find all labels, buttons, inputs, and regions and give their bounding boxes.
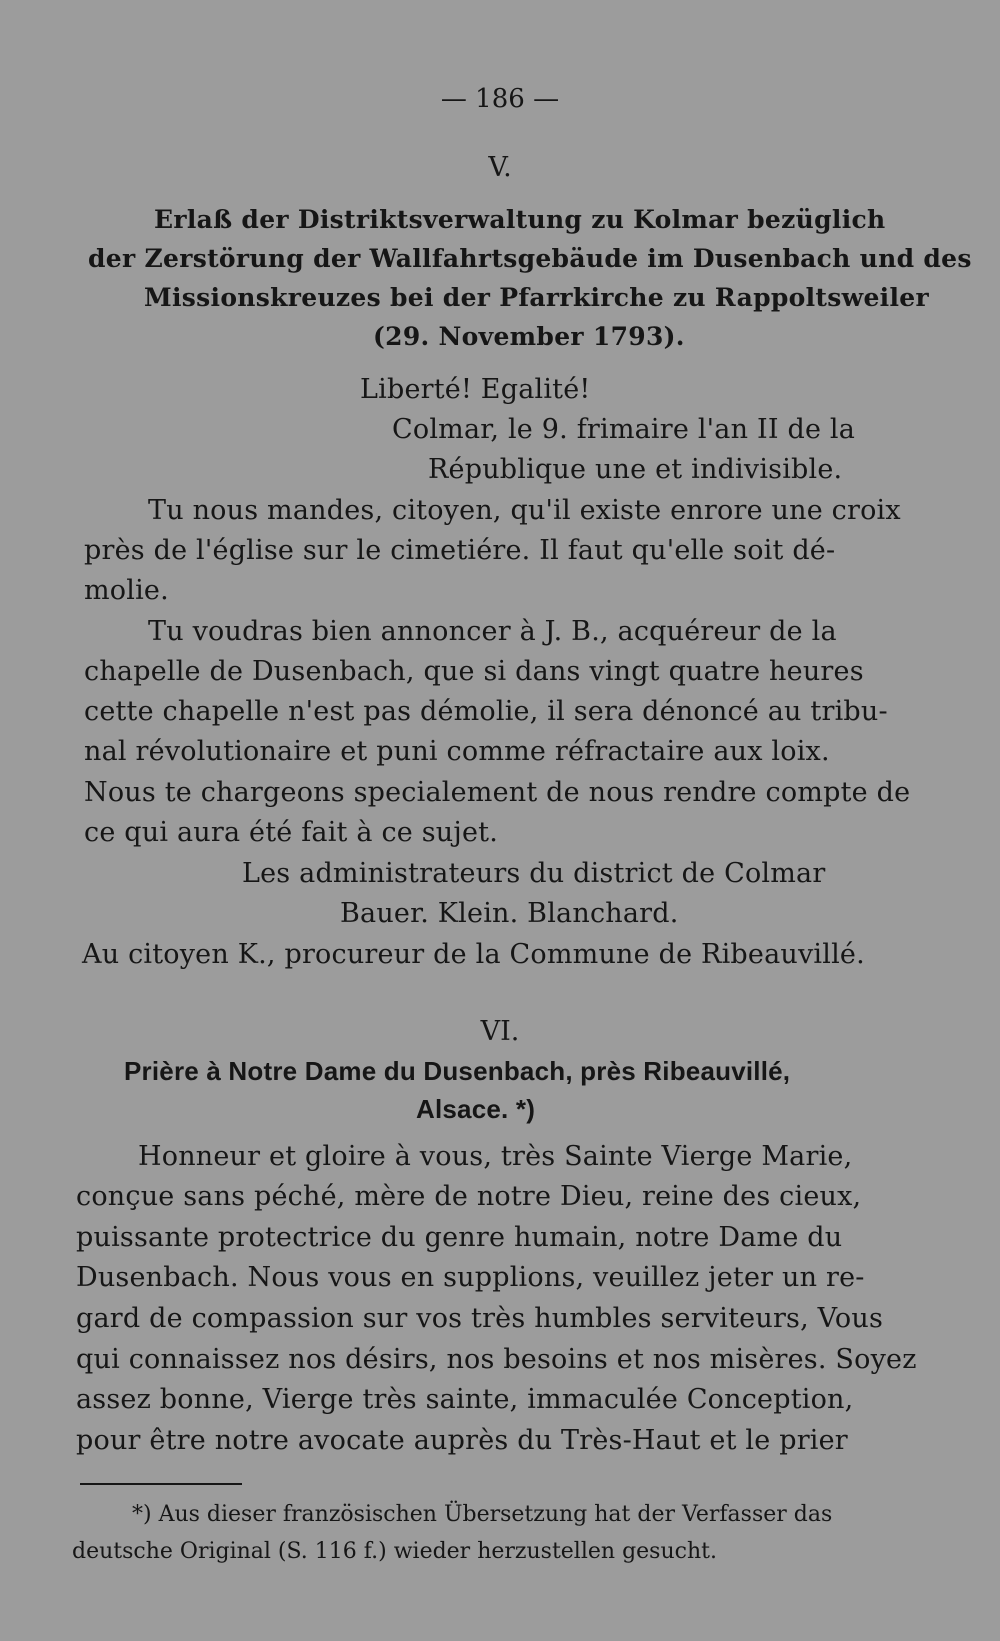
signature-line-1: Les administrateurs du district de Colmar bbox=[242, 858, 826, 889]
paragraph-1-line-3: molie. bbox=[84, 575, 169, 606]
prayer-line-1: Honneur et gloire à vous, très Sainte Vierge Marie, bbox=[138, 1141, 853, 1172]
paragraph-1-line-2: près de l'église sur le cimetiére. Il faut qu'elle soit dé- bbox=[84, 535, 836, 566]
prayer-line-2: conçue sans péché, mère de notre Dieu, reine des cieux, bbox=[76, 1181, 862, 1212]
prayer-line-8: pour être notre avocate auprès du Très-Haut et le prier bbox=[76, 1425, 848, 1456]
paragraph-2-line-4: nal révolutionaire et puni comme réfractaire aux loix. bbox=[84, 736, 830, 767]
dateline-line-1: Colmar, le 9. frimaire l'an II de la bbox=[392, 414, 856, 445]
section-vi-numeral: VI. bbox=[480, 1016, 520, 1047]
paragraph-2-line-3: cette chapelle n'est pas démolie, il sera dénoncé au tribu- bbox=[84, 696, 888, 727]
prayer-line-3: puissante protectrice du genre humain, notre Dame du bbox=[76, 1222, 843, 1253]
page-number: — 186 — bbox=[440, 84, 560, 114]
section-vi-heading-line-2: Alsace. *) bbox=[416, 1094, 536, 1124]
prayer-line-4: Dusenbach. Nous vous en supplions, veuillez jeter un re- bbox=[76, 1262, 865, 1293]
paragraph-1-line-1: Tu nous mandes, citoyen, qu'il existe enrore une croix bbox=[148, 495, 901, 526]
footnote-line-2: deutsche Original (S. 116 f.) wieder herzustellen gesucht. bbox=[72, 1539, 717, 1564]
section-v-heading-line-1: Erlaß der Distriktsverwaltung zu Kolmar bezüglich bbox=[154, 205, 886, 234]
motto: Liberté! Egalité! bbox=[360, 374, 591, 405]
section-v-heading-line-4: (29. November 1793). bbox=[373, 322, 685, 351]
signature-line-2: Bauer. Klein. Blanchard. bbox=[340, 898, 679, 929]
section-v-numeral: V. bbox=[488, 152, 512, 183]
paragraph-2-line-1: Tu voudras bien annoncer à J. B., acquéreur de la bbox=[148, 616, 837, 647]
section-v-heading-line-3: Missionskreuzes bei der Pfarrkirche zu Rappoltsweiler bbox=[144, 283, 929, 312]
section-vi-heading-line-1: Prière à Notre Dame du Dusenbach, près Ribeauvillé, bbox=[124, 1056, 791, 1086]
footnote-rule bbox=[80, 1483, 242, 1485]
prayer-line-5: gard de compassion sur vos très humbles serviteurs, Vous bbox=[76, 1303, 884, 1334]
paragraph-2-line-6: ce qui aura été fait à ce sujet. bbox=[84, 817, 498, 848]
paragraph-2-line-5: Nous te chargeons specialement de nous rendre compte de bbox=[84, 777, 911, 808]
address-line: Au citoyen K., procureur de la Commune de Ribeauvillé. bbox=[82, 939, 865, 970]
section-v-heading-line-2: der Zerstörung der Wallfahrtsgebäude im Dusenbach und des bbox=[88, 244, 972, 273]
dateline-line-2: République une et indivisible. bbox=[428, 454, 843, 485]
paragraph-2-line-2: chapelle de Dusenbach, que si dans vingt quatre heures bbox=[84, 656, 864, 687]
prayer-line-7: assez bonne, Vierge très sainte, immaculée Conception, bbox=[76, 1384, 854, 1415]
footnote-line-1: *) Aus dieser französischen Übersetzung hat der Verfasser das bbox=[132, 1502, 833, 1527]
prayer-line-6: qui connaissez nos désirs, nos besoins et nos misères. Soyez bbox=[76, 1344, 917, 1375]
